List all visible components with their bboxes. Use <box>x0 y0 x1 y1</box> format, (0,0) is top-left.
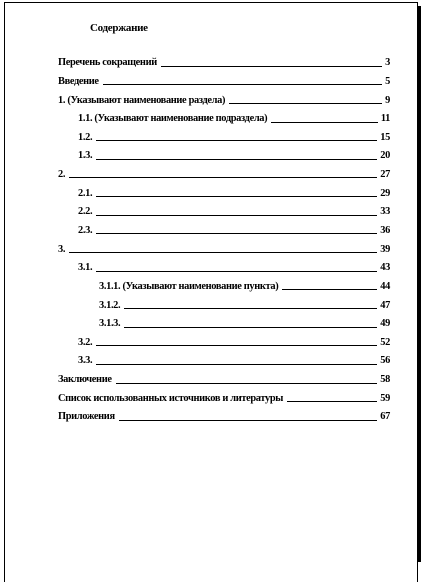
toc-entry-label: 2.3. <box>78 225 93 236</box>
toc-entry-label: 1.3. <box>78 150 93 162</box>
toc-leader-line <box>69 252 377 253</box>
toc-page-number: 52 <box>380 336 390 348</box>
toc-leader-line <box>103 84 382 85</box>
toc-entry <box>58 330 390 349</box>
toc-leader-line <box>96 159 377 160</box>
toc-entry-label: Заключение <box>58 374 112 386</box>
toc-entry-label: 2.2. <box>78 206 93 218</box>
toc-leader-line <box>116 383 378 384</box>
toc-leader-line <box>287 401 377 402</box>
toc-entry-label: Список использованных источников и литературы <box>58 392 284 404</box>
toc-leader-line <box>96 345 377 346</box>
toc-entry-label: 3.1.2. <box>99 299 121 311</box>
toc-page-number: 39 <box>380 243 390 255</box>
toc-page-number: 44 <box>380 280 390 292</box>
toc-entry <box>58 143 390 162</box>
toc-page-number: 15 <box>380 131 390 143</box>
toc-entry-label: Перечень сокращений <box>58 57 157 69</box>
toc-page-number: 27 <box>380 169 390 181</box>
toc-entry-label: 3.3. <box>78 355 93 367</box>
toc-entry <box>58 180 390 199</box>
toc-entry-label: 3.1.3. <box>99 318 121 330</box>
toc-entry <box>58 386 390 405</box>
toc-entry <box>58 106 390 125</box>
toc-page-number: 58 <box>380 374 390 386</box>
toc-page-number: 59 <box>380 392 390 404</box>
toc-entry <box>58 292 390 311</box>
toc-entry <box>58 367 390 386</box>
toc-page-number: 3 <box>385 57 390 69</box>
toc-page-number: 67 <box>380 411 390 423</box>
toc-page-number: 20 <box>380 150 390 162</box>
toc-entry-label: 1.1. (Указывают наименование подраздела) <box>78 113 268 125</box>
toc-leader-line <box>271 122 378 123</box>
toc-entry <box>58 69 390 88</box>
toc-entry-label: 3.2. <box>78 336 93 348</box>
toc-entry-label: Введение <box>58 75 99 87</box>
toc-page-number: 49 <box>380 318 390 330</box>
toc-entry <box>58 50 390 69</box>
toc-entry <box>58 125 390 144</box>
toc-entry <box>58 162 390 181</box>
toc-entry <box>58 255 390 274</box>
toc-leader-line <box>161 66 382 67</box>
toc-page-number: 9 <box>385 94 390 106</box>
page-shadow <box>418 6 421 562</box>
toc-leader-line <box>96 140 377 141</box>
toc-page-number: 56 <box>380 355 390 367</box>
toc-entry-label: 1.2. <box>78 131 93 143</box>
toc-entry <box>58 404 390 423</box>
toc-entry <box>58 348 390 367</box>
toc-page-number: 36 <box>380 225 390 236</box>
toc-leader-line <box>69 177 377 178</box>
toc-leader-line <box>119 420 378 421</box>
toc-page-number: 43 <box>380 262 390 274</box>
toc-leader-line <box>96 364 377 365</box>
toc-leader-line <box>282 289 377 290</box>
toc-entry-label: 2.1. <box>78 187 93 199</box>
toc-leader-line <box>96 271 377 272</box>
toc-leader-line <box>124 308 377 309</box>
toc-page-number: 11 <box>380 113 390 125</box>
toc-leader-line <box>229 103 382 104</box>
toc-entry <box>58 199 390 218</box>
toc-leader-line <box>96 233 377 234</box>
toc-page-number: 29 <box>380 187 390 199</box>
table-of-contents <box>58 50 390 423</box>
toc-page-number: 33 <box>380 206 390 218</box>
toc-leader-line <box>96 215 377 216</box>
toc-title: Содержание <box>90 22 148 34</box>
toc-page-number: 47 <box>380 299 390 311</box>
toc-entry <box>58 218 390 237</box>
toc-entry-label: 3. <box>58 243 66 255</box>
toc-entry-label: 3.1.1. (Указывают наименование пункта) <box>99 280 279 292</box>
toc-leader-line <box>124 327 377 328</box>
toc-entry <box>58 236 390 255</box>
toc-entry <box>58 311 390 330</box>
toc-entry <box>58 87 390 106</box>
toc-leader-line <box>96 196 377 197</box>
toc-entry-label: 2. <box>58 169 66 181</box>
toc-entry-label: 1. (Указывают наименование раздела) <box>58 94 226 106</box>
toc-page-number: 5 <box>385 75 390 87</box>
toc-entry-label: 3.1. <box>78 262 93 274</box>
toc-entry-label: Приложения <box>58 411 115 423</box>
toc-entry <box>58 274 390 293</box>
